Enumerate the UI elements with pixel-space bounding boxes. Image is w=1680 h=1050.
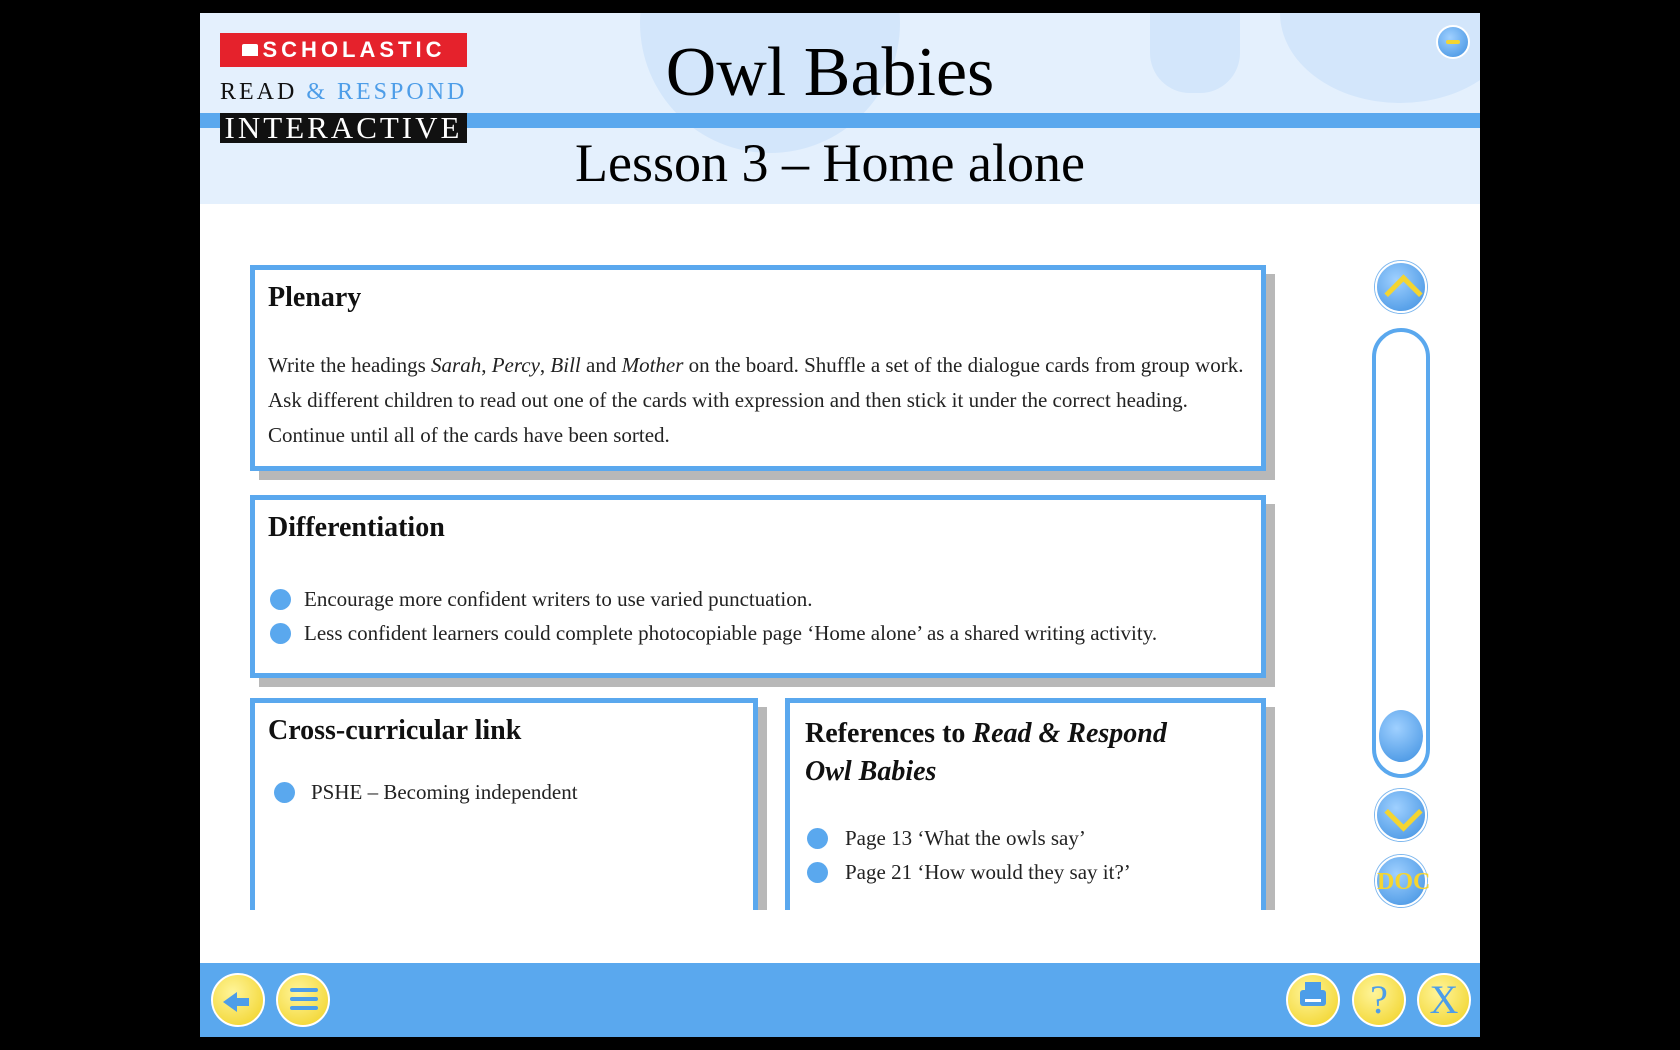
- plenary-card: [250, 265, 1266, 471]
- printer-icon: [1300, 990, 1326, 1006]
- list-icon: [290, 988, 318, 1015]
- list-item: [268, 616, 1248, 650]
- header: [200, 13, 1480, 204]
- scrollbar-track[interactable]: [1372, 328, 1430, 778]
- help-button[interactable]: ?: [1352, 973, 1406, 1027]
- series-name: [220, 79, 467, 106]
- list-item-text: Less confident learners could complete photocopiable page ‘Home alone’ as a shared writing activity.: [304, 621, 1158, 645]
- cross-curricular-heading: Cross-curricular link: [268, 715, 522, 746]
- bullet-icon: [270, 589, 291, 610]
- name-bill: Bill: [550, 353, 581, 377]
- scroll-up-button[interactable]: [1375, 261, 1427, 313]
- brand-label: SCHOLASTIC: [262, 37, 446, 62]
- comma: ,: [539, 353, 551, 377]
- series-respond: RESPOND: [337, 79, 468, 105]
- list-item: [268, 582, 1248, 616]
- bullet-icon: [807, 862, 828, 883]
- page-title: Owl Babies: [665, 34, 995, 111]
- references-heading: [805, 715, 1205, 791]
- references-heading-plain: References to: [805, 718, 973, 749]
- list-item: [805, 855, 1248, 889]
- menu-button[interactable]: [276, 973, 330, 1027]
- back-button[interactable]: [211, 973, 265, 1027]
- back-arrow-icon: [223, 992, 237, 1012]
- cross-curricular-list: [268, 775, 740, 809]
- chevron-up-icon: [1384, 274, 1422, 312]
- scrollbar-thumb[interactable]: [1379, 710, 1423, 762]
- header-decoration: [1150, 13, 1240, 93]
- scholastic-logo: [220, 33, 467, 67]
- differentiation-heading: Differentiation: [268, 512, 445, 543]
- footer-toolbar: [200, 963, 1480, 1037]
- references-heading-italic: Read & Respond Owl Babies: [805, 718, 1167, 787]
- bullet-icon: [270, 623, 291, 644]
- list-item-text: Page 21 ‘How would they say it?’: [845, 860, 1131, 884]
- conjunction: and: [580, 353, 622, 377]
- differentiation-list: [268, 582, 1248, 650]
- plenary-heading: Plenary: [268, 282, 362, 313]
- chevron-down-icon: [1384, 793, 1422, 831]
- name-mother: Mother: [621, 353, 684, 377]
- list-item-text: PSHE – Becoming independent: [311, 780, 578, 804]
- series-read: READ: [220, 79, 298, 105]
- name-percy: Percy: [491, 353, 540, 377]
- list-item: [268, 775, 740, 809]
- list-item-text: Page 13 ‘What the owls say’: [845, 826, 1086, 850]
- book-icon: [242, 44, 258, 56]
- lesson-title: Lesson 3 – Home alone: [575, 133, 1085, 193]
- list-item-text: Encourage more confident writers to use varied punctuation.: [304, 587, 813, 611]
- app-window: [200, 13, 1480, 1037]
- comma: ,: [481, 353, 492, 377]
- plenary-text-2: on the board. Shuffle a set of the dialogue cards from group work. Ask different children to read out one of the cards with expression and then stick it under the correct heading. Continue until all of the cards have been sorted.: [268, 353, 1244, 447]
- minimize-button[interactable]: [1436, 25, 1470, 59]
- plenary-text: [268, 348, 1248, 453]
- print-button[interactable]: [1286, 973, 1340, 1027]
- bullet-icon: [274, 782, 295, 803]
- name-sarah: Sarah: [431, 353, 482, 377]
- series-amp: &: [306, 79, 329, 105]
- doc-button[interactable]: DOC: [1375, 855, 1427, 907]
- close-button[interactable]: X: [1417, 973, 1471, 1027]
- series-interactive: INTERACTIVE: [220, 113, 467, 143]
- list-item: [805, 821, 1248, 855]
- references-card: [785, 698, 1266, 910]
- scroll-down-button[interactable]: [1375, 789, 1427, 841]
- cross-curricular-card: [250, 698, 758, 910]
- bullet-icon: [807, 828, 828, 849]
- references-list: [805, 821, 1248, 889]
- plenary-text-1: Write the headings: [268, 353, 432, 377]
- content-scroll-area[interactable]: [250, 265, 1350, 910]
- differentiation-card: [250, 495, 1266, 678]
